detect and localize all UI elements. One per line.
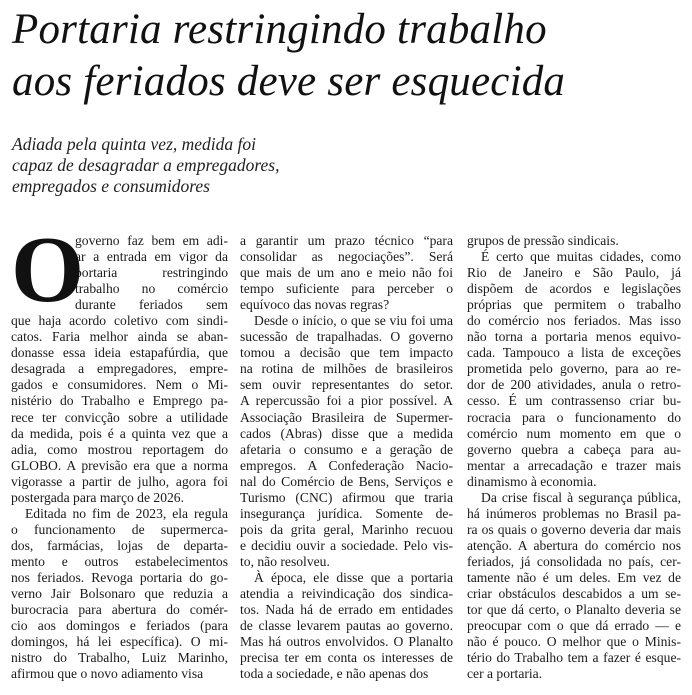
text-line: tos. Nada há de errado em entidades bbox=[240, 602, 453, 618]
text-line: trabalho no comércio bbox=[75, 281, 228, 297]
text-line: atenção. A abertura do comércio nos bbox=[467, 537, 681, 553]
text-line: domingos, há lei específica). O mi- bbox=[11, 634, 228, 650]
text-line: durante feriados sem bbox=[75, 297, 228, 313]
text-line: insegurança jurídica. Somente de- bbox=[240, 505, 453, 521]
text-line: há inúmeros problemas no Brasil pa- bbox=[467, 505, 681, 521]
text-line: Rio de Janeiro e São Paulo, já bbox=[467, 265, 681, 281]
text-line: cada. Tampouco a lista de exceções bbox=[467, 345, 681, 361]
text-line: GLOBO. A previsão era que a norma bbox=[11, 457, 228, 473]
text-line: afirmou que o novo adiamento visa bbox=[11, 666, 204, 682]
text-line: É certo que muitas cidades, como bbox=[481, 249, 681, 265]
text-line: mentar a arrecadação e trazer mais bbox=[467, 457, 681, 473]
text-line: ar a entrada em vigor da bbox=[75, 249, 228, 265]
text-line: desagrada a empregadores, empre- bbox=[11, 361, 228, 377]
text-line: empregos. A Confederação Nacio- bbox=[240, 457, 453, 473]
subheadline bbox=[12, 134, 442, 197]
text-line: a garantir um prazo técnico “para bbox=[240, 233, 453, 248]
text-line: sucessão de trapalhadas. O governo bbox=[240, 329, 453, 345]
text-line: rece ter convicção sobre a utilidade bbox=[11, 409, 228, 425]
text-line: o funcionamento de supermerca- bbox=[11, 521, 228, 537]
text-line: dos, farmácias, lojas de departa- bbox=[11, 537, 228, 553]
text-line: Editada no fim de 2023, ela regula bbox=[25, 505, 228, 521]
text-line: nos feriados. Revoga portaria do go- bbox=[11, 569, 228, 585]
text-line: consolidar as negociações”. Será bbox=[240, 249, 453, 265]
text-line: tor que dá certo, o Planalto deveria se bbox=[467, 602, 681, 618]
text-line: de classe levarem pautas ao governo. bbox=[240, 618, 453, 634]
text-line: nistério do Trabalho e Emprego pa- bbox=[11, 393, 228, 409]
text-line: governo faz bem em adi- bbox=[75, 233, 228, 248]
text-line: Da crise fiscal à segurança pública, bbox=[481, 489, 681, 505]
text-line: comércio num momento em que o bbox=[467, 425, 681, 441]
drop-cap: O bbox=[11, 218, 85, 322]
text-line: governo quebra a cabeça para au- bbox=[467, 441, 681, 457]
text-line: próprias que permitem o trabalho bbox=[467, 297, 681, 313]
text-line: do comércio nos feriados. Mas isso bbox=[467, 313, 681, 329]
text-line: precisa ter em conta os interesses de bbox=[240, 650, 453, 666]
text-line: vigorasse a partir de julho, agora foi bbox=[11, 473, 228, 489]
text-line: to, não resolveu. bbox=[240, 553, 330, 569]
text-line: Desde o início, o que se viu foi uma bbox=[254, 313, 453, 329]
text-line: tomou a decisão que tem impacto bbox=[240, 345, 453, 361]
text-line: prometida pelo governo, para ao re- bbox=[467, 361, 681, 377]
text-line: que haja acordo coletivo com sindi- bbox=[11, 313, 228, 329]
text-line: feriados, já consolidada no país, cer- bbox=[467, 553, 681, 569]
text-line: catos. Faria melhor ainda se aban- bbox=[11, 329, 228, 345]
text-line: verno Jair Bolsonaro que reduzia a bbox=[11, 586, 228, 602]
text-line: Turismo (CNC) afirmou que traria bbox=[240, 489, 453, 505]
text-line: Associação Brasileira de Supermer- bbox=[240, 409, 453, 425]
text-line: toda a sociedade, e não apenas dos bbox=[240, 666, 429, 682]
text-line: não torna a portaria menos equivo- bbox=[467, 329, 681, 345]
subheadline-line: empregados e consumidores bbox=[12, 176, 210, 196]
text-line: nal do Comércio de Bens, Serviços e bbox=[240, 473, 453, 489]
text-line: que mais de um ano e meio não foi bbox=[240, 265, 453, 281]
text-line: dinamismo à economia. bbox=[467, 473, 597, 489]
text-line: dispõem de acordos e legislações bbox=[467, 281, 681, 297]
text-line: À época, ele disse que a portaria bbox=[254, 569, 453, 585]
text-line: adia, como mostrou reportagem do bbox=[11, 441, 228, 457]
text-line: ra os quais o governo deveria dar mais bbox=[467, 521, 681, 537]
text-line: portaria restringindo bbox=[75, 265, 228, 281]
text-line: tério do Trabalho tem a fazer é esque- bbox=[467, 650, 681, 666]
subheadline-line: Adiada pela quinta vez, medida foi bbox=[12, 134, 256, 154]
headline-line: Portaria restringindo trabalho bbox=[12, 6, 547, 53]
text-line: cer a portaria. bbox=[467, 666, 543, 682]
headline-line: aos feriados deve ser esquecida bbox=[12, 58, 566, 105]
text-line: rocracia para o funcionamento do bbox=[467, 409, 681, 425]
text-line: tamente não é um deles. Em vez de bbox=[467, 569, 681, 585]
text-line: da medida, pois é a quinta vez que a bbox=[11, 425, 228, 441]
text-line: pois da grita geral, Marinho recuou bbox=[240, 521, 453, 537]
text-line: cados (Abras) disse que a medida bbox=[240, 425, 453, 441]
text-line: cio aos domingos e feriados (para bbox=[11, 618, 228, 634]
article-column-2 bbox=[240, 233, 453, 682]
text-line: grupos de pressão sindicais. bbox=[467, 233, 619, 248]
article-column-1 bbox=[11, 218, 228, 682]
text-line: cesso. É um contrassenso criar bu- bbox=[467, 393, 681, 409]
text-line: postergada para março de 2026. bbox=[11, 489, 185, 505]
text-line: atendia a reivindicação dos sindica- bbox=[240, 586, 453, 602]
text-line: e decidiu ouvir a sociedade. Pelo vis- bbox=[240, 537, 453, 553]
text-line: criar obstáculos descabidos a um se- bbox=[467, 586, 681, 602]
text-line: não é pouco. O melhor que o Minis- bbox=[467, 634, 681, 650]
text-line: tempo suficiente para perceber o bbox=[240, 281, 453, 297]
text-line: dor de 200 atividades, anula o retro- bbox=[467, 377, 681, 393]
text-line: afetaria o consumo e a geração de bbox=[240, 441, 453, 457]
text-line: sem ouvir representantes do setor. bbox=[240, 377, 453, 393]
text-line: donasse essa ideia estapafúrdia, que bbox=[11, 345, 228, 361]
subheadline-line: capaz de desagradar a empregadores, bbox=[12, 155, 280, 175]
text-line: gados e consumidores. Nem o Mi- bbox=[11, 377, 228, 393]
text-line: Mas há outros envolvidos. O Planalto bbox=[240, 634, 453, 650]
text-line: preocupar com o que dá errado — e bbox=[467, 618, 681, 634]
text-line: burocracia para abertura do comér- bbox=[11, 602, 228, 618]
text-line: nistro do Trabalho, Luiz Marinho, bbox=[11, 650, 228, 666]
text-line: A repercussão foi a pior possível. A bbox=[240, 393, 453, 409]
text-line: mento e outros estabelecimentos bbox=[11, 553, 228, 569]
headline bbox=[12, 4, 682, 108]
article-column-3 bbox=[467, 233, 681, 682]
text-line: equívoco das novas regras? bbox=[240, 297, 390, 313]
text-line: na rotina de milhões de brasileiros bbox=[240, 361, 453, 377]
